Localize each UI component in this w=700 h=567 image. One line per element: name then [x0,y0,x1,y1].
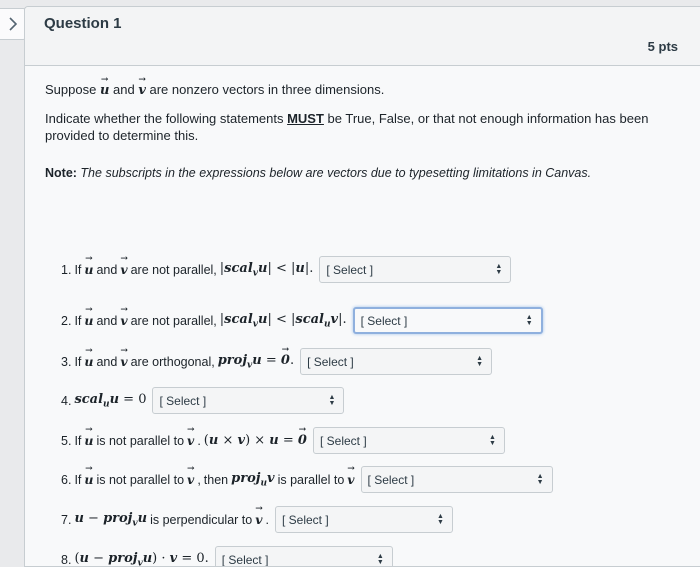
statement-3: 3. If → u and → v are orthogonal, proj$_v$u = → 0. [ Select ] ▲ ▼ [61,348,492,375]
statement-5-select[interactable]: [ Select ] ▲ ▼ [313,427,505,454]
statement-5-math: (u × v) × u = → 0 [203,425,307,448]
statement-8: 8. (u − proj$_v$u) · v = 0. [ Select ] ▲ ▼ [61,546,393,567]
vector-u: → u [84,254,94,277]
statement-7-math: u − proj$_v$u [74,510,148,529]
statement-6: 6. If → u is not parallel to → v , then proj$_u$v is parallel to → v [ Select ] ▲ ▼ [61,466,553,493]
statement-4-select[interactable]: [ Select ] ▲ ▼ [152,387,344,414]
statement-2-select[interactable]: [ Select ] ▲ ▼ [353,307,543,334]
statement-3-math: proj$_v$u = → 0. [217,344,295,371]
statement-8-math: (u − proj$_v$u) · v = 0. [74,550,209,567]
statement-2: 2. If → u and → v are not parallel, |scal$_v$u| < |scal$_u$v|. [ Select ] ▲ ▼ [61,307,543,334]
statement-4: 4. scal$_u$u = 0 [ Select ] ▲ ▼ [61,387,344,414]
note-text: Note: The subscripts in the expressions below are vectors due to typesetting limitations in Canvas. [45,166,592,180]
statement-1: 1. If → u and → v are not parallel, |scal$_v$u| < |u|. [ Select ] ▲ ▼ [61,256,511,283]
statement-7-select[interactable]: [ Select ] ▲ ▼ [275,506,453,533]
statement-6-math: proj$_u$v [231,470,275,489]
instructions-text: Indicate whether the following statements MUST be True, False, or that not enough information has been provided to determine this. [45,111,649,143]
vector-v: → v [138,75,146,98]
collapse-toggle[interactable] [0,8,27,40]
chevron-right-icon [8,17,18,31]
select-caret-icon: ▲ ▼ [525,313,533,327]
vector-v: → v [120,254,128,277]
intro-text: Suppose → u and → v are nonzero vectors in three dimensions. [45,75,385,98]
select-caret-icon: ▲ ▼ [328,393,336,407]
statement-4-math: scal$_u$u = 0 [74,391,147,410]
statement-8-select[interactable]: [ Select ] ▲ ▼ [215,546,393,567]
question-body [25,66,700,567]
vector-u: → u [99,75,110,98]
question-title: Question 1 [44,15,122,32]
select-caret-icon: ▲ ▼ [489,433,496,447]
question-points: 5 pts [647,39,678,54]
statement-1-math: |scal$_v$u| < |u|. [219,260,314,279]
select-caret-icon: ▲ ▼ [437,512,444,526]
question-card [24,6,700,567]
question-header [25,7,700,66]
select-caret-icon: ▲ ▼ [476,354,484,368]
must-emphasis: MUST [287,111,324,126]
statement-6-select[interactable]: [ Select ] ▲ ▼ [361,466,553,493]
statement-1-select[interactable]: [ Select ] ▲ ▼ [319,256,511,283]
statement-7: 7. u − proj$_v$u is perpendicular to → v . [ Select ] ▲ ▼ [61,506,453,533]
statement-5: 5. If → u is not parallel to → v . (u × v) × u = → 0 [ Select ] ▲ ▼ [61,427,505,454]
statement-2-math: |scal$_v$u| < |scal$_u$v|. [219,311,347,330]
select-caret-icon: ▲ ▼ [495,262,503,276]
statement-3-select[interactable]: [ Select ] ▲ ▼ [300,348,492,375]
select-caret-icon: ▲ ▼ [376,552,384,566]
select-caret-icon: ▲ ▼ [536,472,544,486]
